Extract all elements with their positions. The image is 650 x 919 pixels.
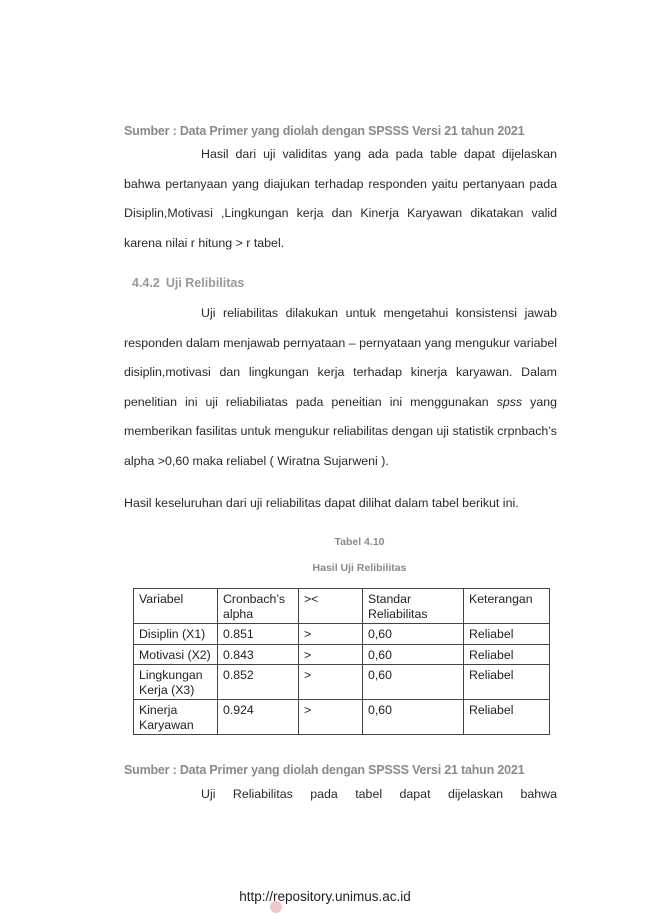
table-cell: 0,60 xyxy=(363,644,464,665)
paragraph-validity-text: Hasil dari uji validitas yang ada pada table dapat dijelaskan bahwa pertanyaan yang diajukan terhadap responden yaitu pertanyaan pada Disiplin,Motivasi ,Lingkungan kerja dan Kinerja Karyawan dikatakan valid karena nilai r hitung > r tabel. xyxy=(124,147,557,250)
table-cell: Kinerja Karyawan xyxy=(134,700,218,735)
table-header-cell: Keterangan xyxy=(464,589,550,624)
reliability-table xyxy=(133,588,550,735)
table-cell: > xyxy=(299,700,363,735)
paragraph-reliability-part1: Uji reliabilitas dilakukan untuk mengetahui konsistensi jawab responden dalam menjawab pernyataan – pernyataan yang mengukur variabel disiplin,motivasi dan lingkungan kerja terhadap kinerja karyawan. Dalam penelitian ini uji reliabiliatas pada peneitian ini menggunakan xyxy=(124,306,557,409)
table-cell: 0.843 xyxy=(218,644,299,665)
table-row xyxy=(134,700,550,735)
section-number: 4.4.2 xyxy=(132,276,160,290)
table-header-row xyxy=(134,589,550,624)
table-cell: 0,60 xyxy=(363,665,464,700)
paragraph-reliability-part2: yang memberikan fasilitas untuk mengukur reliabilitas dengan uji statistik crpnbach’s alpha >0,60 maka reliabel ( Wiratna Sujarweni ). xyxy=(124,394,557,468)
table-header-cell: Variabel xyxy=(134,589,218,624)
paragraph-table-intro: Hasil keseluruhan dari uji reliabilitas dapat dilihat dalam tabel berikut ini. xyxy=(124,496,519,510)
paragraph-validity-result xyxy=(124,140,557,258)
table-row xyxy=(134,644,550,665)
table-header-cell: >< xyxy=(299,589,363,624)
table-caption-title: Hasil Uji Relibilitas xyxy=(312,562,407,574)
table-cell: Lingkungan Kerja (X3) xyxy=(134,665,218,700)
table-cell: > xyxy=(299,624,363,645)
paragraph-reliability-text xyxy=(124,299,557,477)
section-heading xyxy=(132,276,244,290)
table-cell: 0,60 xyxy=(363,700,464,735)
table-cell: > xyxy=(299,665,363,700)
source-note-bottom: Sumber : Data Primer yang diolah dengan SPSSS Versi 21 tahun 2021 xyxy=(124,763,525,777)
section-title: Uji Relibilitas xyxy=(165,276,245,290)
table-cell: Reliabel xyxy=(464,665,550,700)
table-header-cell: Cronbach’s alpha xyxy=(218,589,299,624)
table-cell: 0.924 xyxy=(218,700,299,735)
table-cell: Reliabel xyxy=(464,700,550,735)
table-cell: Disiplin (X1) xyxy=(134,624,218,645)
paragraph-reliability-conclusion xyxy=(124,780,557,810)
table-cell: Reliabel xyxy=(464,624,550,645)
table-row xyxy=(134,624,550,645)
table-cell: 0.852 xyxy=(218,665,299,700)
footer-url[interactable]: http://repository.unimus.ac.id xyxy=(239,889,411,904)
table-cell: 0,60 xyxy=(363,624,464,645)
table-row xyxy=(134,665,550,700)
table-cell: 0.851 xyxy=(218,624,299,645)
table-cell: Reliabel xyxy=(464,644,550,665)
paragraph-conclusion-text: Uji Reliabilitas pada tabel dapat dijelaskan bahwa xyxy=(201,787,557,801)
table-cell: > xyxy=(299,644,363,665)
table-header-cell: Standar Reliabilitas xyxy=(363,589,464,624)
paragraph-reliability-explanation xyxy=(124,299,557,477)
paragraph-reliability-italic: spss xyxy=(496,394,523,409)
source-note-top: Sumber : Data Primer yang diolah dengan SPSSS Versi 21 tahun 2021 xyxy=(124,124,525,138)
table-cell: Motivasi (X2) xyxy=(134,644,218,665)
table-caption-number: Tabel 4.10 xyxy=(334,536,385,548)
